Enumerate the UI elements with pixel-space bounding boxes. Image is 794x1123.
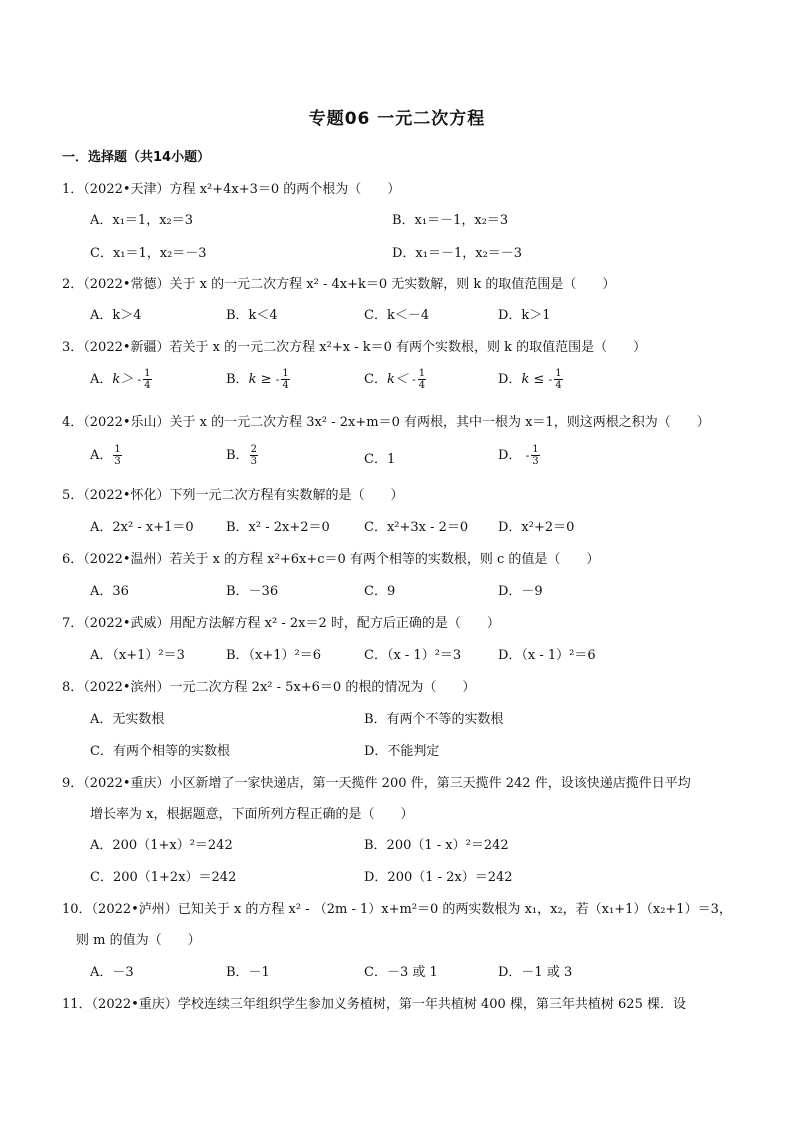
question-1-options-row2	[90, 242, 690, 268]
option-b: B．－36	[226, 584, 279, 599]
option-a: A． $\frac{1}{3}$	[90, 444, 121, 467]
option-d: D．x₁＝－1，x₂＝－3	[392, 246, 523, 261]
question-9-stem-cont: 增长率为 x，根据题意，下面所列方程正确的是（ ）	[90, 807, 414, 822]
option-c: C．－3 或 1	[364, 965, 438, 980]
question-11-stem: 11．（2022•重庆）学校连续三年组织学生参加义务植树，第一年共植树 400 棵，第三年共植树 625 棵．设	[62, 997, 686, 1012]
question-3-options	[90, 364, 690, 398]
option-c: C．k＜ - $\frac{1}{4}$	[364, 368, 426, 391]
page-title: 专题06 一元二次方程	[308, 109, 486, 129]
option-a: A．无实数根	[90, 712, 165, 727]
option-b: B．有两个不等的实数根	[364, 712, 504, 727]
option-a: A．（x+1）²＝3	[90, 648, 185, 663]
option-d: D．－1 或 3	[498, 965, 573, 980]
option-b: B．（x+1）²＝6	[226, 648, 322, 663]
question-4-options	[90, 440, 690, 474]
question-7-options	[90, 644, 690, 670]
question-1-stem: 1．（2022•天津）方程 x²+4x+3＝0 的两个根为（ ）	[62, 182, 401, 197]
question-3-stem: 3．（2022•新疆）若关于 x 的一元二次方程 x²+x - k＝0 有两个实数根，则 k 的取值范围是（ ）	[62, 340, 647, 355]
question-4-stem: 4．（2022•乐山）关于 x 的一元二次方程 3x² - 2x+m＝0 有两根，其中一根为 x＝1，则这两根之积为（ ）	[62, 415, 710, 430]
option-b: B．k ≥ - $\frac{1}{4}$	[226, 368, 289, 391]
question-10-stem-cont: 则 m 的值为（ ）	[76, 933, 201, 948]
question-6-options	[90, 580, 690, 606]
question-10-stem: 10．（2022•泸州）已知关于 x 的方程 x² - （2m - 1）x+m²＝0 的两实数根为 x₁，x₂，若（x₁+1）（x₂+1）＝3，	[62, 902, 732, 917]
option-d: D． - $\frac{1}{3}$	[498, 444, 539, 467]
question-7-stem: 7．（2022•武威）用配方法解方程 x² - 2x＝2 时，配方后正确的是（ ）	[62, 616, 500, 631]
option-d: D．k ≤ - $\frac{1}{4}$	[498, 368, 562, 391]
question-9-options	[90, 834, 690, 860]
option-c: C．有两个相等的实数根	[90, 744, 230, 759]
option-a: A．k＞ - $\frac{1}{4}$	[90, 368, 151, 391]
option-c: C．k＜－4	[364, 308, 430, 323]
option-a: A．2x² - x+1＝0	[90, 520, 194, 535]
question-2-options	[90, 304, 690, 330]
option-c: C．200（1+2x）＝242	[90, 870, 237, 885]
option-a: A．k＞4	[90, 308, 142, 323]
option-c: C．x₁＝1，x₂＝－3	[90, 246, 207, 261]
option-b: B． $\frac{2}{3}$	[226, 444, 257, 467]
option-a: A．－3	[90, 965, 134, 980]
option-d: D．200（1 - 2x）＝242	[364, 870, 513, 885]
option-d: D．（x - 1）²＝6	[498, 648, 596, 663]
option-b: B．200（1 - x）²＝242	[364, 838, 509, 853]
option-b: B．k＜4	[226, 308, 278, 323]
question-8-options-row2	[90, 740, 690, 766]
option-b: B．x₁＝－1，x₂＝3	[392, 213, 509, 228]
option-a: A．36	[90, 584, 129, 599]
question-10-options	[90, 961, 690, 987]
option-b: B．x² - 2x+2＝0	[226, 520, 330, 535]
option-c: C．（x - 1）²＝3	[364, 648, 462, 663]
option-b: B．－1	[226, 965, 270, 980]
question-9-stem: 9．（2022•重庆）小区新增了一家快递店，第一天揽件 200 件，第三天揽件 242 件，设该快递店揽件日平均	[62, 776, 691, 791]
option-d: D．－9	[498, 584, 543, 599]
option-d: D．x²+2＝0	[498, 520, 575, 535]
question-5-stem: 5．（2022•怀化）下列一元二次方程有实数解的是（ ）	[62, 488, 404, 503]
option-a: A．x₁＝1，x₂＝3	[90, 213, 194, 228]
option-d: D．k＞1	[498, 308, 551, 323]
option-d: D．不能判定	[364, 744, 440, 759]
question-2-stem: 2．（2022•常德）关于 x 的一元二次方程 x² - 4x+k＝0 无实数解，则 k 的取值范围是（ ）	[62, 277, 616, 292]
question-1-options	[90, 209, 690, 235]
section-heading: 一．选择题（共14小题）	[62, 150, 211, 165]
question-8-stem: 8．（2022•滨州）一元二次方程 2x² - 5x+6＝0 的根的情况为（ ）	[62, 680, 476, 695]
option-c: C．x²+3x - 2＝0	[364, 520, 469, 535]
option-c: C．1	[364, 452, 396, 467]
option-c: C．9	[364, 584, 396, 599]
option-a: A．200（1+x）²＝242	[90, 838, 233, 853]
question-5-options	[90, 516, 690, 542]
question-6-stem: 6．（2022•温州）若关于 x 的方程 x²+6x+c＝0 有两个相等的实数根，则 c 的值是（ ）	[62, 552, 600, 567]
question-8-options	[90, 708, 690, 734]
question-9-options-row2	[90, 866, 690, 892]
